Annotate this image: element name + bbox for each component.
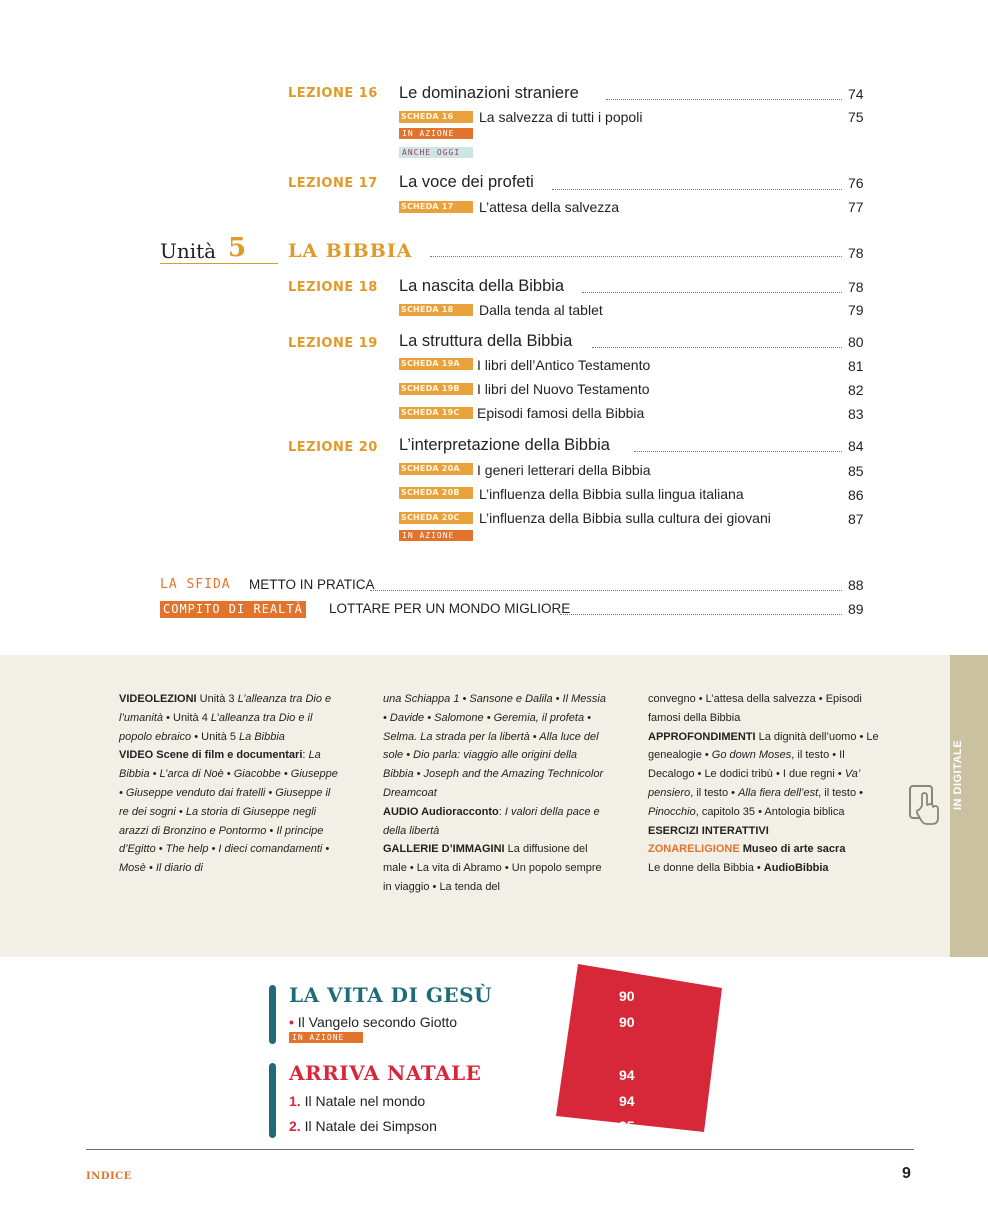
digital-text: AUDIO Audioracconto <box>383 805 499 818</box>
digital-text: L’alleanza tra Dio e l’umanità <box>119 693 332 724</box>
section-bar <box>269 985 276 1044</box>
item-number: 1. <box>289 1093 301 1109</box>
lesson-label: LEZIONE 19 <box>288 336 378 351</box>
item-number: 2. <box>289 1118 301 1134</box>
list-item <box>289 1014 457 1030</box>
digital-text: , il testo • <box>818 786 863 799</box>
digital-col-1 <box>119 690 339 878</box>
dot-leader <box>634 451 842 452</box>
lesson-title: L’interpretazione della Bibbia <box>399 436 610 454</box>
scheda-title: L’influenza della Bibbia sulla cultura dei giovani <box>479 510 771 526</box>
item-text: Il Natale nel mondo <box>304 1093 426 1109</box>
scheda-tag: SCHEDA 16 <box>399 111 473 123</box>
digital-text: Alla fiera dell’est <box>738 786 819 799</box>
page-number: 88 <box>848 577 864 593</box>
digital-col-2 <box>383 690 609 897</box>
item-text: Il Vangelo secondo Giotto <box>297 1014 458 1030</box>
footer-label: INDICE <box>86 1171 132 1182</box>
scheda-tag: SCHEDA 19A <box>399 358 473 370</box>
digital-text: Unità 3 <box>196 693 238 705</box>
unit-title: LA BIBBIA <box>288 240 413 262</box>
page-number: 77 <box>848 199 864 215</box>
digital-text: Le donne della Bibbia • <box>648 862 764 875</box>
compito-tag: COMPITO DI REALTÀ <box>160 601 306 618</box>
footer-page-number: 9 <box>902 1165 911 1182</box>
page-number: 90 <box>619 988 635 1004</box>
digital-text: La diffusione del male • La vita di Abramo • Un popolo sempre in viaggio • La tenda del <box>383 843 602 893</box>
scheda-title: Dalla tenda al tablet <box>479 302 603 318</box>
lesson-label: LEZIONE 18 <box>288 280 378 295</box>
page-number: 83 <box>848 406 864 422</box>
dot-leader <box>552 189 842 190</box>
page-number: 90 <box>619 1014 635 1030</box>
scheda-title: I libri del Nuovo Testamento <box>477 381 650 397</box>
page-number: 80 <box>848 334 864 350</box>
section-title: ARRIVA NATALE <box>289 1061 482 1085</box>
digital-text: • Unità 4 <box>163 711 211 724</box>
scheda-title: La salvezza di tutti i popoli <box>479 109 643 125</box>
digital-text: Pinocchio <box>648 805 696 818</box>
page-number: 81 <box>848 358 864 374</box>
lesson-label: LEZIONE 17 <box>288 176 378 191</box>
dot-leader <box>430 256 842 257</box>
digital-text: La Bibbia <box>239 730 285 743</box>
digital-tab-label-wrap <box>952 650 982 952</box>
page-number: 94 <box>619 1067 635 1083</box>
scheda-title: Episodi famosi della Bibbia <box>477 405 645 421</box>
list-item <box>289 1118 437 1134</box>
digital-text: : <box>498 805 505 818</box>
sfida-text: METTO IN PRATICA <box>249 577 375 592</box>
dot-leader <box>592 347 842 348</box>
digital-col-3 <box>648 690 880 878</box>
page-number: 94 <box>619 1093 635 1109</box>
item-text: Il Natale dei Simpson <box>304 1118 437 1134</box>
digital-text: Va’ pensiero <box>648 768 860 799</box>
scheda-tag: SCHEDA 18 <box>399 304 473 316</box>
page-number: 84 <box>848 438 864 454</box>
footer-rule <box>86 1149 914 1150</box>
page-number: 82 <box>848 382 864 398</box>
page-number: 87 <box>848 511 864 527</box>
scheda-title: L’influenza della Bibbia sulla lingua italiana <box>479 486 744 502</box>
unit-underline <box>160 263 278 264</box>
unit-word: Unità <box>160 239 217 263</box>
dot-leader <box>560 614 842 615</box>
section-title: LA VITA DI GESÙ <box>289 983 493 1007</box>
scheda-title: I generi letterari della Bibbia <box>477 462 651 478</box>
unit-number: 5 <box>228 233 247 263</box>
section-bar <box>269 1063 276 1138</box>
digital-text: una Schiappa 1 • Sansone e Dalila • Il Messia • Davide • Salomone • Geremia, il profeta • Selma. La strada per la libertà • Alla luce del sole • Dio parla: viaggio alle origini della Bibbia • Joseph and the Amazing Technicolor Dreamcoat <box>383 693 606 799</box>
digital-text: Museo di arte sacra <box>739 843 846 856</box>
digital-text: La Bibbia • L’arca di Noè • Giacobbe • Giuseppe • Giuseppe venduto dai fratelli • Giuseppe il re dei sogni • La storia di Giuseppe negli arazzi di Bronzino e Pontormo • Il principe d’Egitto • The help • I dieci comandamenti • Mosè • Il diario di <box>119 749 338 875</box>
red-rotated-square <box>556 964 722 1132</box>
digital-text: ESERCIZI INTERATTIVI <box>648 824 769 837</box>
digital-text: : <box>302 749 309 762</box>
digital-text: convegno • L’attesa della salvezza • Episodi famosi della Bibbia <box>648 693 862 724</box>
anche-oggi-tag: ANCHE OGGI <box>399 147 473 158</box>
page-number: 74 <box>848 86 864 102</box>
scheda-tag: SCHEDA 20C <box>399 512 473 524</box>
list-item <box>289 1093 425 1109</box>
in-azione-tag: IN AZIONE <box>399 128 473 139</box>
dot-leader <box>370 590 842 591</box>
page-number: 79 <box>848 302 864 318</box>
digital-text: APPROFONDIMENTI <box>648 730 756 743</box>
page-number: 85 <box>848 463 864 479</box>
dot-leader <box>606 99 842 100</box>
scheda-tag: SCHEDA 20B <box>399 487 473 499</box>
digital-text: L’alleanza tra Dio e il popolo ebraico <box>119 711 313 743</box>
page-number: 76 <box>848 175 864 191</box>
digital-text: La dignità dell’uomo • Le genealogie • <box>648 730 879 762</box>
digital-text: • Unità 5 <box>191 730 240 743</box>
digital-text: GALLERIE D’IMMAGINI <box>383 843 505 856</box>
compito-text: LOTTARE PER UN MONDO MIGLIORE <box>329 601 571 616</box>
lesson-title: La nascita della Bibbia <box>399 277 565 295</box>
page-number: 75 <box>848 109 864 125</box>
digital-text: I valori della pace e della libertà <box>383 805 600 837</box>
page-number: 95 <box>619 1118 635 1134</box>
page-number: 78 <box>848 245 864 261</box>
lesson-label: LEZIONE 16 <box>288 86 378 101</box>
page-number: 86 <box>848 487 864 503</box>
page-number: 89 <box>848 601 864 617</box>
digital-text: , capitolo 35 • Antologia biblica <box>695 805 845 818</box>
in-azione-tag: IN AZIONE <box>289 1032 363 1043</box>
digital-tab-label: IN DIGITALE <box>952 739 964 810</box>
page-number: 78 <box>848 279 864 295</box>
digital-text: Go down Moses <box>711 749 792 762</box>
scheda-tag: SCHEDA 20A <box>399 463 473 475</box>
lesson-label: LEZIONE 20 <box>288 440 378 455</box>
in-azione-tag: IN AZIONE <box>399 530 473 541</box>
touch-tablet-icon <box>908 784 942 828</box>
scheda-tag: SCHEDA 19C <box>399 407 473 419</box>
sfida-tag: LA SFIDA <box>160 577 231 592</box>
bullet: • <box>289 1014 294 1030</box>
lesson-title: La struttura della Bibbia <box>399 332 573 350</box>
scheda-title: L’attesa della salvezza <box>479 199 620 215</box>
digital-text: VIDEO Scene di film e documentari <box>119 749 303 762</box>
digital-text: , il testo • <box>690 786 739 799</box>
digital-text: ZONARELIGIONE <box>648 843 740 856</box>
digital-text: VIDEOLEZIONI <box>119 693 197 705</box>
scheda-tag: SCHEDA 19B <box>399 383 473 395</box>
scheda-tag: SCHEDA 17 <box>399 201 473 213</box>
dot-leader <box>582 292 842 293</box>
lesson-title: La voce dei profeti <box>399 173 534 191</box>
scheda-title: I libri dell’Antico Testamento <box>477 357 651 373</box>
digital-text: , il testo • Il Decalogo • Le dodici tribù • I due regni • <box>648 749 845 781</box>
lesson-title: Le dominazioni straniere <box>399 84 579 102</box>
digital-text: AudioBibbia <box>763 862 829 875</box>
